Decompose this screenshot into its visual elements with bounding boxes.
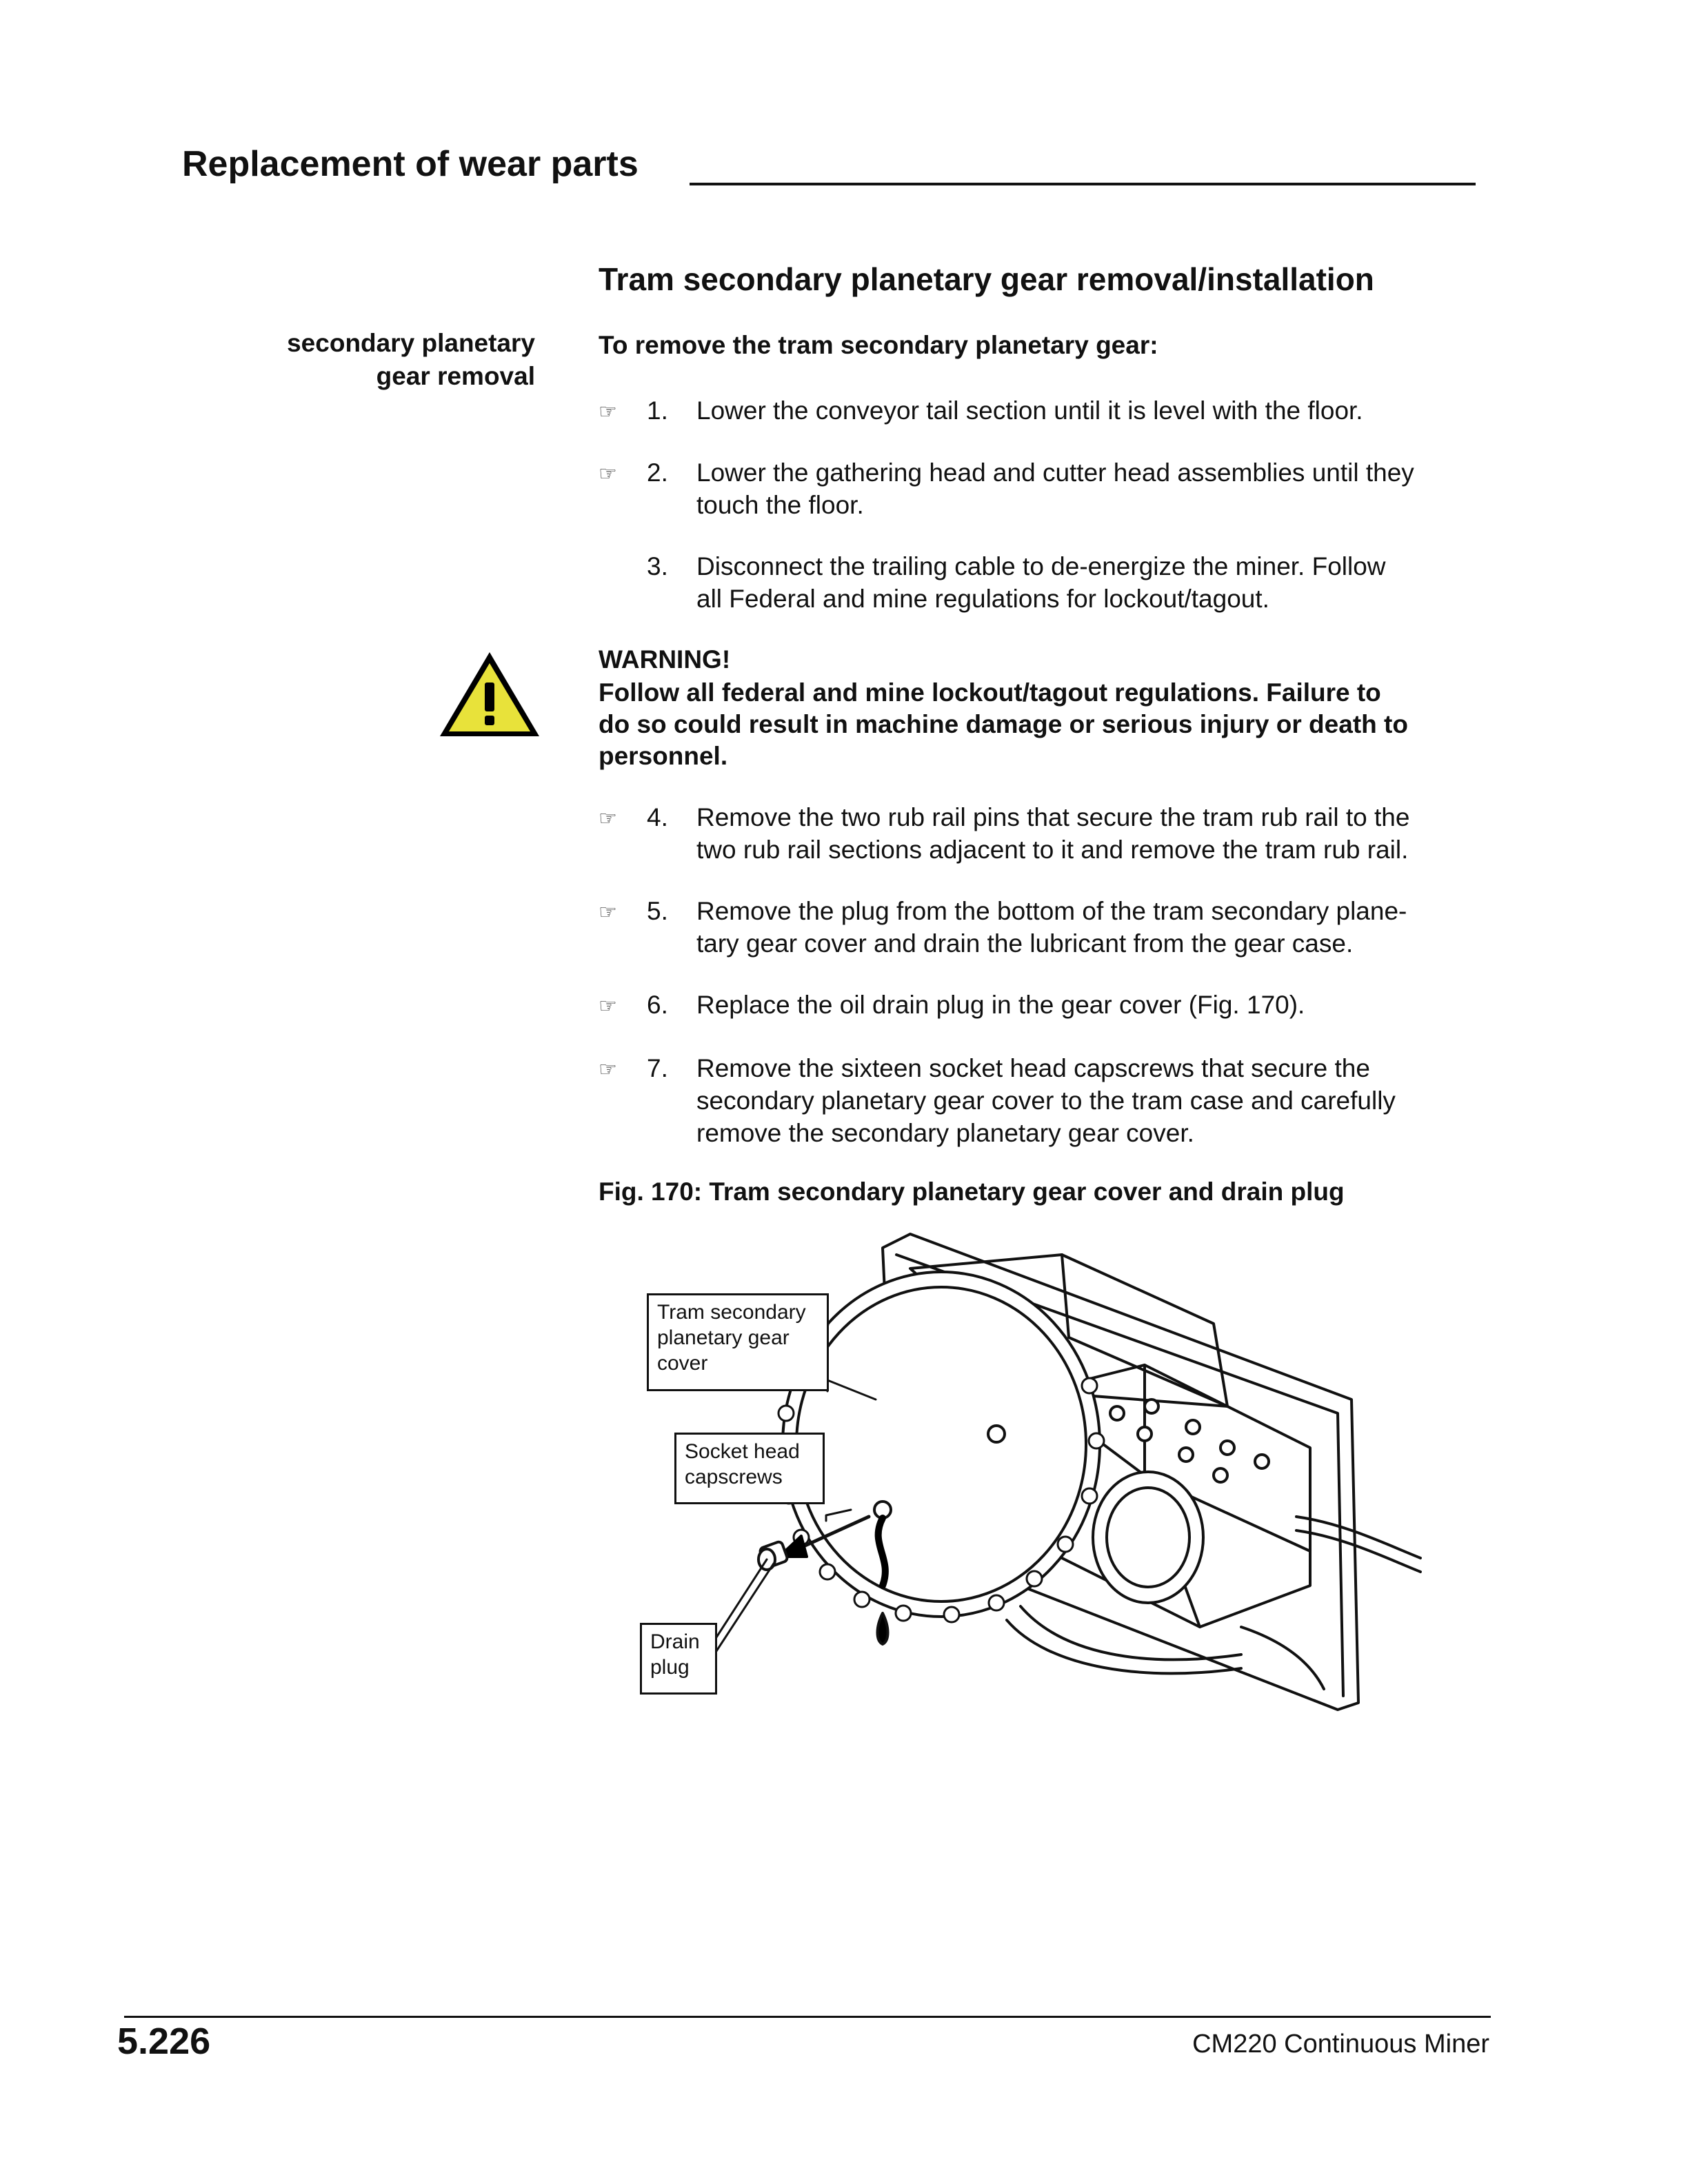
warning-line: Follow all federal and mine lockout/tagout regulations. Failure to [599,678,1381,707]
step-number: 1. [647,396,668,425]
step-number: 5. [647,897,668,925]
step-text: two rub rail sections adjacent to it and remove the tram rub rail. [696,836,1409,864]
procedure-title: Tram secondary planetary gear removal/installation [599,261,1374,297]
warning-triangle-icon [436,648,543,740]
page-number: 5.226 [117,2021,211,2062]
footer-rule [124,2016,1491,2018]
step-text: Disconnect the trailing cable to de-energize the miner. Follow [696,552,1386,580]
callout-text: planetary gear [657,1326,790,1349]
step-number: 7. [647,1054,668,1082]
callout-text: capscrews [685,1466,783,1488]
step-text: touch the floor. [696,491,864,519]
warning-body [599,677,1488,772]
warning-title: WARNING! [599,645,731,674]
side-label-line1: secondary planetary [287,329,535,357]
title-rule [690,183,1476,185]
pointing-hand-icon: ☞ [599,401,617,423]
step-text: all Federal and mine regulations for lockout/tagout. [696,585,1269,613]
callout-text: plug [650,1656,690,1679]
pointing-hand-icon: ☞ [599,901,617,924]
warning-line: personnel. [599,742,728,770]
callout-text: Drain [650,1630,700,1653]
step-text: remove the secondary planetary gear cover. [696,1119,1194,1147]
warning-line: do so could result in machine damage or serious injury or death to [599,710,1408,738]
procedure-intro: To remove the tram secondary planetary gear: [599,331,1158,359]
step-text: secondary planetary gear cover to the tram case and carefully [696,1086,1396,1115]
step-text: Replace the oil drain plug in the gear cover (Fig. 170). [696,991,1305,1019]
figure-caption: Fig. 170: Tram secondary planetary gear cover and drain plug [599,1177,1345,1206]
step-text: Remove the two rub rail pins that secure the tram rub rail to the [696,803,1410,831]
callout-text: Socket head [685,1440,800,1463]
callout-text: Tram secondary [657,1301,806,1324]
step-text: Remove the sixteen socket head capscrews that secure the [696,1054,1370,1082]
callout-text: cover [657,1352,708,1375]
step-number: 3. [647,552,668,580]
step-number: 6. [647,991,668,1019]
pointing-hand-icon: ☞ [599,1058,617,1081]
step-number: 4. [647,803,668,831]
side-label-line2: gear removal [376,362,535,390]
step-number: 2. [647,458,668,487]
section-title: Replacement of wear parts [182,144,639,184]
callout-gear-cover [647,1293,829,1391]
pointing-hand-icon: ☞ [599,807,617,830]
side-label [207,327,535,393]
callout-capscrews [674,1433,825,1504]
step-text: Lower the conveyor tail section until it is level with the floor. [696,396,1363,425]
step-text: Lower the gathering head and cutter head assemblies until they [696,458,1414,487]
step-text: Remove the plug from the bottom of the tram secondary plane- [696,897,1407,925]
pointing-hand-icon: ☞ [599,463,617,485]
product-name: CM220 Continuous Miner [1192,2030,1489,2059]
pointing-hand-icon: ☞ [599,995,617,1018]
step-text: tary gear cover and drain the lubricant from the gear case. [696,929,1354,958]
figure-illustration [621,1227,1476,1723]
callout-drain-plug [640,1623,717,1695]
